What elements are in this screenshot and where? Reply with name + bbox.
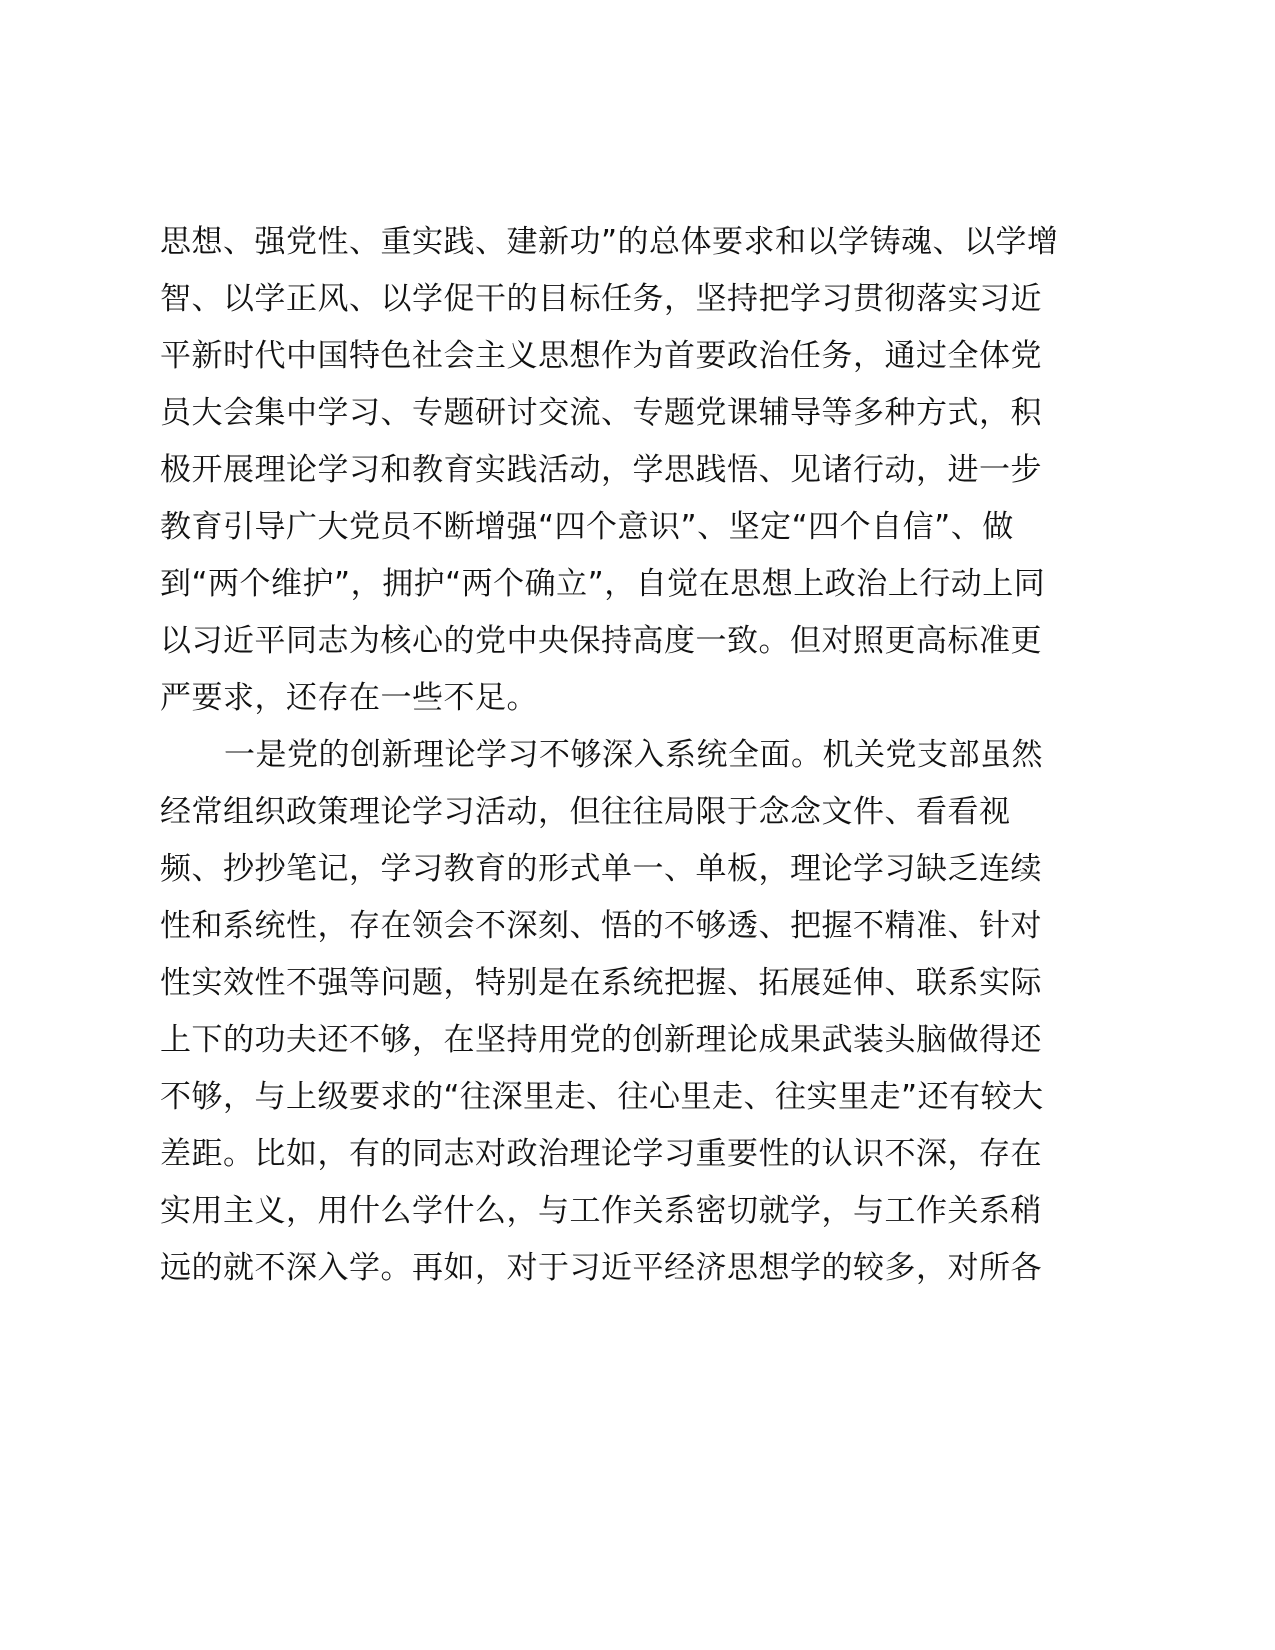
text-line: 以习近平同志为核心的党中央保持高度一致。但对照更高标准更: [160, 623, 1042, 659]
text-line: 到“两个维护”，拥护“两个确立”，自觉在思想上政治上行动上同: [160, 566, 1046, 602]
text-line: 差距。比如，有的同志对政治理论学习重要性的认识不深，存在: [160, 1136, 1042, 1172]
text-line: 员大会集中学习、专题研讨交流、专题党课辅导等多种方式，积: [160, 395, 1042, 431]
text-line: 经常组织政策理论学习活动，但往往局限于念念文件、看看视: [160, 794, 1011, 830]
paragraph-start-line: 一是党的创新理论学习不够深入系统全面。机关党支部虽然: [224, 737, 1043, 773]
text-line: 思想、强党性、重实践、建新功”的总体要求和以学铸魂、以学增: [160, 224, 1059, 260]
text-line: 实用主义，用什么学什么，与工作关系密切就学，与工作关系稍: [160, 1193, 1042, 1229]
text-line: 性实效性不强等问题，特别是在系统把握、拓展延伸、联系实际: [160, 965, 1042, 1001]
text-line: 上下的功夫还不够，在坚持用党的创新理论成果武装头脑做得还: [160, 1022, 1042, 1058]
text-line: 教育引导广大党员不断增强“四个意识”、坚定“四个自信”、做: [160, 509, 1014, 545]
text-line: 性和系统性，存在领会不深刻、悟的不够透、把握不精准、针对: [160, 908, 1042, 944]
text-line: 极开展理论学习和教育实践活动，学思践悟、见诸行动，进一步: [160, 452, 1042, 488]
text-line: 不够，与上级要求的“往深里走、往心里走、往实里走”还有较大: [160, 1079, 1044, 1115]
text-line: 平新时代中国特色社会主义思想作为首要政治任务，通过全体党: [160, 338, 1042, 374]
text-line: 严要求，还存在一些不足。: [160, 680, 538, 716]
text-line: 智、以学正风、以学促干的目标任务，坚持把学习贯彻落实习近: [160, 281, 1042, 317]
text-line: 频、抄抄笔记，学习教育的形式单一、单板，理论学习缺乏连续: [160, 851, 1042, 887]
body-text: [160, 214, 1090, 1297]
text-line: 远的就不深入学。再如，对于习近平经济思想学的较多，对所各: [160, 1250, 1042, 1286]
